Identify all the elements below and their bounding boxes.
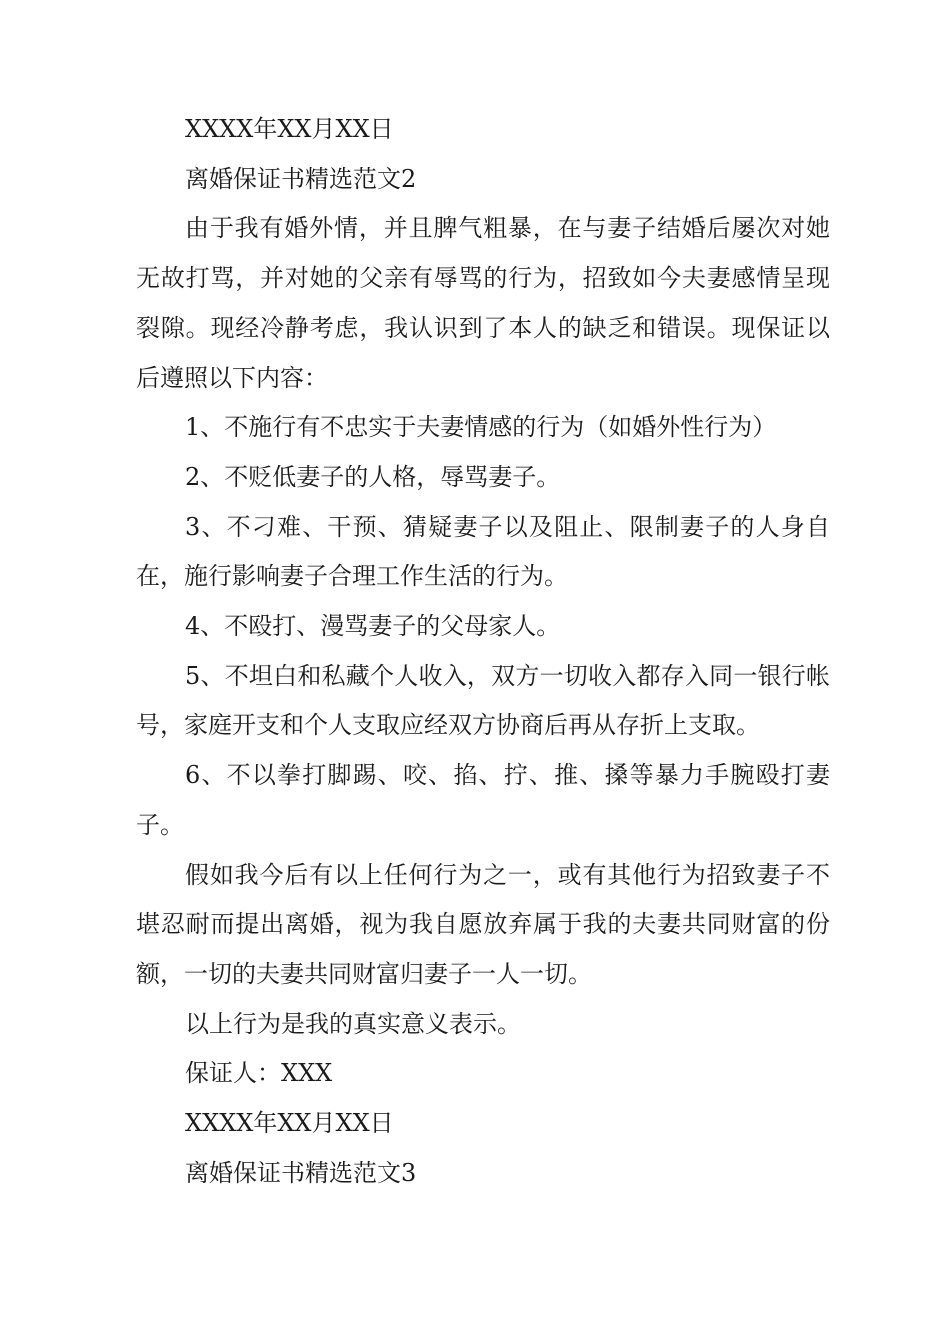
document-body [136, 105, 830, 1198]
clause-6: 6、不以拳打脚踢、咬、掐、拧、推、搡等暴力手腕殴打妻子。 [136, 761, 830, 839]
clause-4: 4、不殴打、漫骂妻子的父母家人。 [185, 612, 561, 641]
clause-1: 1、不施行有不忠实于夫妻情感的行为（如婚外性行为） [185, 413, 777, 442]
consequence-paragraph: 假如我今后有以上任何行为之一，或有其他行为招致妻子不堪忍耐而提出离婚，视为我自愿放弃属于我的夫妻共同财富的份额，一切的夫妻共同财富归妻子一人一切。 [136, 860, 830, 988]
clause-3: 3、不刁难、干预、猜疑妻子以及阻止、限制妻子的人身自在，施行影响妻子合理工作生活的行为。 [136, 512, 830, 591]
declaration-line: 以上行为是我的真实意义表示。 [185, 1009, 521, 1038]
clause-2: 2、不贬低妻子的人格，辱骂妻子。 [185, 462, 561, 491]
signature-date-line: XXXX年XX月XX日 [185, 1109, 394, 1138]
intro-paragraph: 由于我有婚外情，并且脾气粗暴，在与妻子结婚后屡次对她无故打骂，并对她的父亲有辱骂的行为，招致如今夫妻感情呈现裂隙。现经冷静考虑，我认识到了本人的缺乏和错误。现保证以后遵照以下内容： [136, 214, 830, 392]
date-line: XXXX年XX月XX日 [185, 115, 394, 143]
section-heading-2: 离婚保证书精选范文2 [185, 164, 417, 193]
section-heading-3: 离婚保证书精选范文3 [185, 1158, 417, 1187]
guarantor-line: 保证人：XXX [185, 1059, 333, 1088]
clause-5: 5、不坦白和私藏个人收入，双方一切收入都存入同一银行帐号，家庭开支和个人支取应经双方协商后再从存折上支取。 [136, 661, 830, 740]
